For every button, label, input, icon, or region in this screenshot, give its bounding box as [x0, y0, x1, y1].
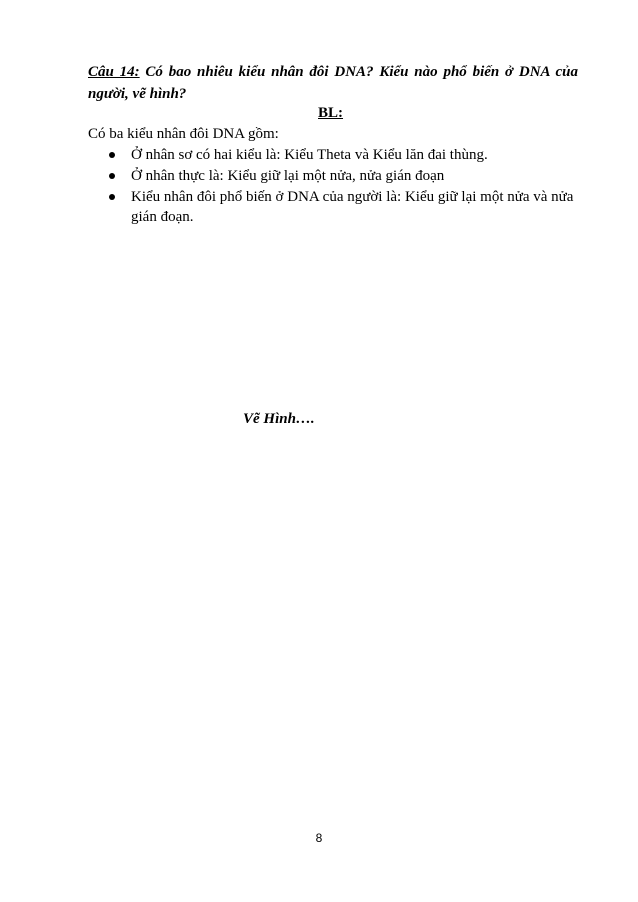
bullet-icon: [109, 194, 115, 200]
list-item-text: Ở nhân thực là: Kiểu giữ lại một nửa, nửa gián đoạn: [131, 168, 445, 184]
list-item: [108, 145, 580, 165]
bullet-icon: [109, 173, 115, 179]
question-number: Câu 14:: [88, 64, 140, 80]
question-body: Có bao nhiêu kiểu nhân đôi DNA? Kiểu nào phổ biến ở DNA của người, vẽ hình?: [88, 64, 578, 102]
list-item: [108, 166, 580, 186]
page-number: 8: [315, 831, 323, 845]
drawing-note: Vẽ Hình….: [243, 411, 315, 427]
list-item-text: Ở nhân sơ có hai kiểu là: Kiểu Theta và Kiểu lăn đai thùng.: [131, 147, 488, 163]
list-item-text: Kiểu nhân đôi phổ biến ở DNA của người là: Kiểu giữ lại một nửa và nửa gián đoạn.: [131, 189, 574, 225]
answer-heading: BL:: [318, 105, 344, 121]
question-text: [88, 61, 578, 105]
answer-intro: Có ba kiểu nhân đôi DNA gồm:: [88, 126, 279, 142]
bullet-icon: [109, 152, 115, 158]
answer-bullet-list: [108, 145, 580, 228]
list-item: [108, 187, 580, 227]
